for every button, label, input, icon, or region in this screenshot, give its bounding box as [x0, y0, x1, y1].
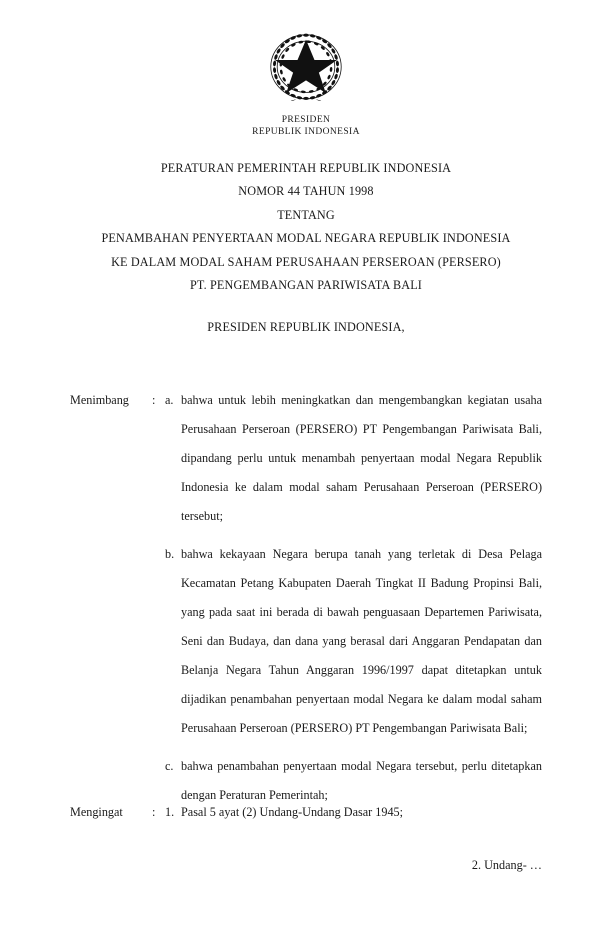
title-line-subject-1: PENAMBAHAN PENYERTAAN MODAL NEGARA REPUBLIK INDONESIA — [101, 231, 511, 246]
title-line-about: TENTANG — [277, 207, 335, 222]
mengingat-colon: : — [152, 805, 156, 819]
mengingat-item-list — [165, 798, 542, 827]
document-title-block — [36, 157, 576, 297]
title-line-subject-2: KE DALAM MODAL SAHAM PERUSAHAAN PERSEROAN (PERSERO) — [111, 254, 501, 269]
title-line-number: NOMOR 44 TAHUN 1998 — [238, 184, 374, 199]
menimbang-marker-a: a. — [165, 393, 174, 407]
menimbang-row — [70, 386, 542, 810]
menimbang-marker-c: c. — [165, 759, 174, 773]
menimbang-section — [70, 386, 542, 810]
title-line-subject-3: PT. PENGEMBANGAN PARIWISATA BALI — [189, 278, 422, 293]
menimbang-text-a: bahwa untuk lebih meningkatkan dan mengembangkan kegiatan usaha Perusahaan Perseroan (PERSERO) PT Pengembangan Pariwisata Bali, dipandang perlu untuk menambah penyertaan modal Negara Republik Indonesia ke dalam modal saham Perusahaan Perseroan (PERSERO) tersebut; — [181, 393, 542, 523]
mengingat-section — [70, 798, 542, 827]
menimbang-text-b: bahwa kekayaan Negara berupa tanah yang terletak di Desa Pelaga Kecamatan Petang Kabupaten Daerah Tingkat II Badung Propinsi Bali, yang pada saat ini berada di bawah penguasaan Departemen Pariwisata, Seni dan Budaya, dan dana yang berasal dari Anggaran Pendapatan dan Belanja Negara Tahun Anggaran 1996/1997 dapat ditetapkan untuk dijadikan penambahan penyertaan modal Negara ke dalam modal saham Perusahaan Perseroan (PERSERO) PT Pengembangan Pariwisata Bali; — [181, 547, 542, 735]
list-item — [165, 798, 542, 827]
menimbang-text-c: bahwa penambahan penyertaan modal Negara tersebut, perlu ditetapkan dengan Peraturan Pemerintah; — [181, 759, 542, 802]
emblem-caption-line-1: PRESIDEN — [281, 115, 331, 125]
menimbang-marker-b: b. — [165, 547, 175, 561]
list-item — [165, 386, 542, 531]
enacting-authority-line: PRESIDEN REPUBLIK INDONESIA, — [207, 320, 405, 334]
mengingat-label: Mengingat — [70, 805, 123, 819]
list-item — [165, 540, 542, 743]
menimbang-label: Menimbang — [70, 393, 129, 407]
document-emblem-block — [0, 30, 612, 138]
mengingat-text-1: Pasal 5 ayat (2) Undang-Undang Dasar 1945; — [181, 805, 404, 819]
page-footer-catchword: 2. Undang- … — [471, 858, 542, 872]
menimbang-colon: : — [152, 393, 156, 407]
emblem-caption — [0, 114, 612, 138]
garuda-star-wreath-emblem — [258, 30, 354, 110]
title-line-regulation-type: PERATURAN PEMERINTAH REPUBLIK INDONESIA — [160, 161, 452, 175]
emblem-caption-line-2: REPUBLIK INDONESIA — [252, 127, 360, 137]
mengingat-row — [70, 798, 542, 827]
mengingat-marker-1: 1. — [165, 805, 175, 819]
menimbang-item-list — [165, 386, 542, 810]
